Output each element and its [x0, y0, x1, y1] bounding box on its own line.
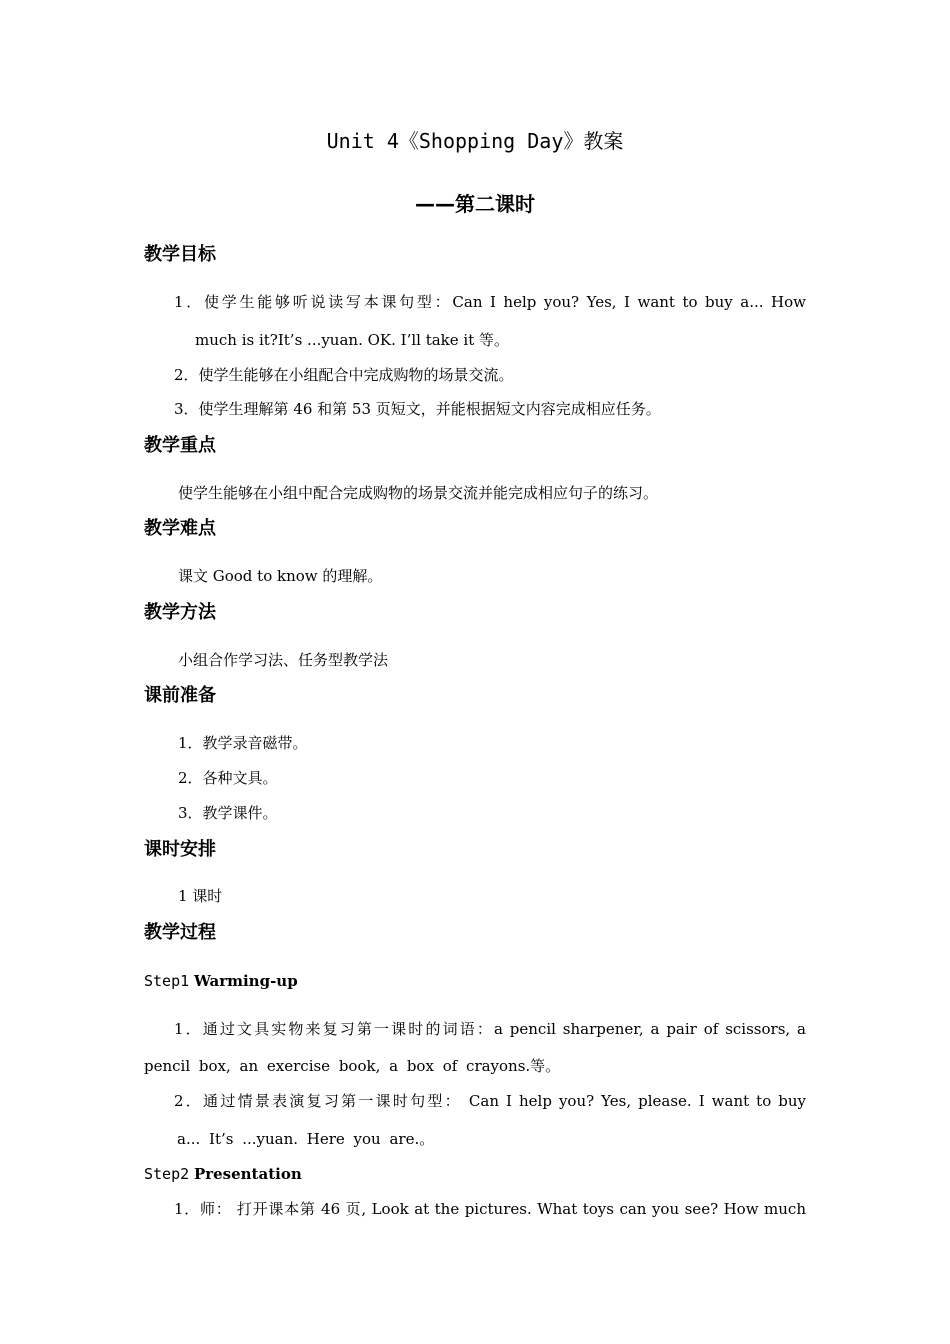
- methods-text: 小组合作学习法、任务型教学法: [178, 651, 389, 669]
- objective-item-1-line-2: much is it?It’s ...yuan. OK. I’ll take it 等。: [195, 331, 510, 349]
- step1-title: Warming-up: [193, 972, 298, 990]
- step2-label: Step2: [144, 1165, 190, 1183]
- preparation-item-3: 3．教学课件。: [178, 804, 278, 822]
- objective-item-1-line-1: 1．使学生能够听说读写本课句型：Can I help you? Yes, I want to buy a... How: [174, 293, 806, 311]
- heading-key-points: 教学重点: [144, 435, 216, 456]
- objective-item-2: 2．使学生能够在小组配合中完成购物的场景交流。: [174, 366, 514, 384]
- objective-item-3: 3．使学生理解第 46 和第 53 页短文，并能根据短文内容完成相应任务。: [174, 400, 661, 418]
- step1-item-2-line-1: 2．通过情景表演复习第一课时句型： Can I help you? Yes, please. I want to buy: [174, 1092, 806, 1110]
- heading-methods: 教学方法: [144, 602, 216, 623]
- difficulties-text: 课文 Good to know 的理解。: [178, 567, 383, 585]
- heading-preparation: 课前准备: [144, 685, 216, 706]
- step2-item-1-line-1: 1．师： 打开课本第 46 页, Look at the pictures. What toys can you see? How much: [174, 1200, 806, 1218]
- key-points-text: 使学生能够在小组中配合完成购物的场景交流并能完成相应句子的练习。: [178, 484, 659, 502]
- heading-schedule: 课时安排: [144, 839, 216, 860]
- heading-process: 教学过程: [144, 922, 216, 943]
- step2-heading: [144, 1164, 302, 1184]
- preparation-item-1: 1．教学录音磁带。: [178, 734, 308, 752]
- schedule-text: 1 课时: [178, 887, 223, 905]
- step2-title: Presentation: [193, 1165, 302, 1183]
- heading-objectives: 教学目标: [144, 244, 216, 265]
- preparation-item-2: 2．各种文具。: [178, 769, 278, 787]
- step1-item-1-line-2: pencil box, an exercise book, a box of crayons.等。: [144, 1057, 561, 1075]
- document-title: Unit 4《Shopping Day》教案: [326, 129, 624, 153]
- document-subtitle: ——第二课时: [415, 192, 535, 216]
- step1-item-1-line-1: 1．通过文具实物来复习第一课时的词语：a pencil sharpener, a pair of scissors, a: [174, 1020, 806, 1038]
- step1-item-2-line-2: a... It’s ...yuan. Here you are.。: [177, 1130, 435, 1148]
- step1-heading: [144, 971, 298, 991]
- heading-difficulties: 教学难点: [144, 518, 216, 539]
- step1-label: Step1: [144, 972, 190, 990]
